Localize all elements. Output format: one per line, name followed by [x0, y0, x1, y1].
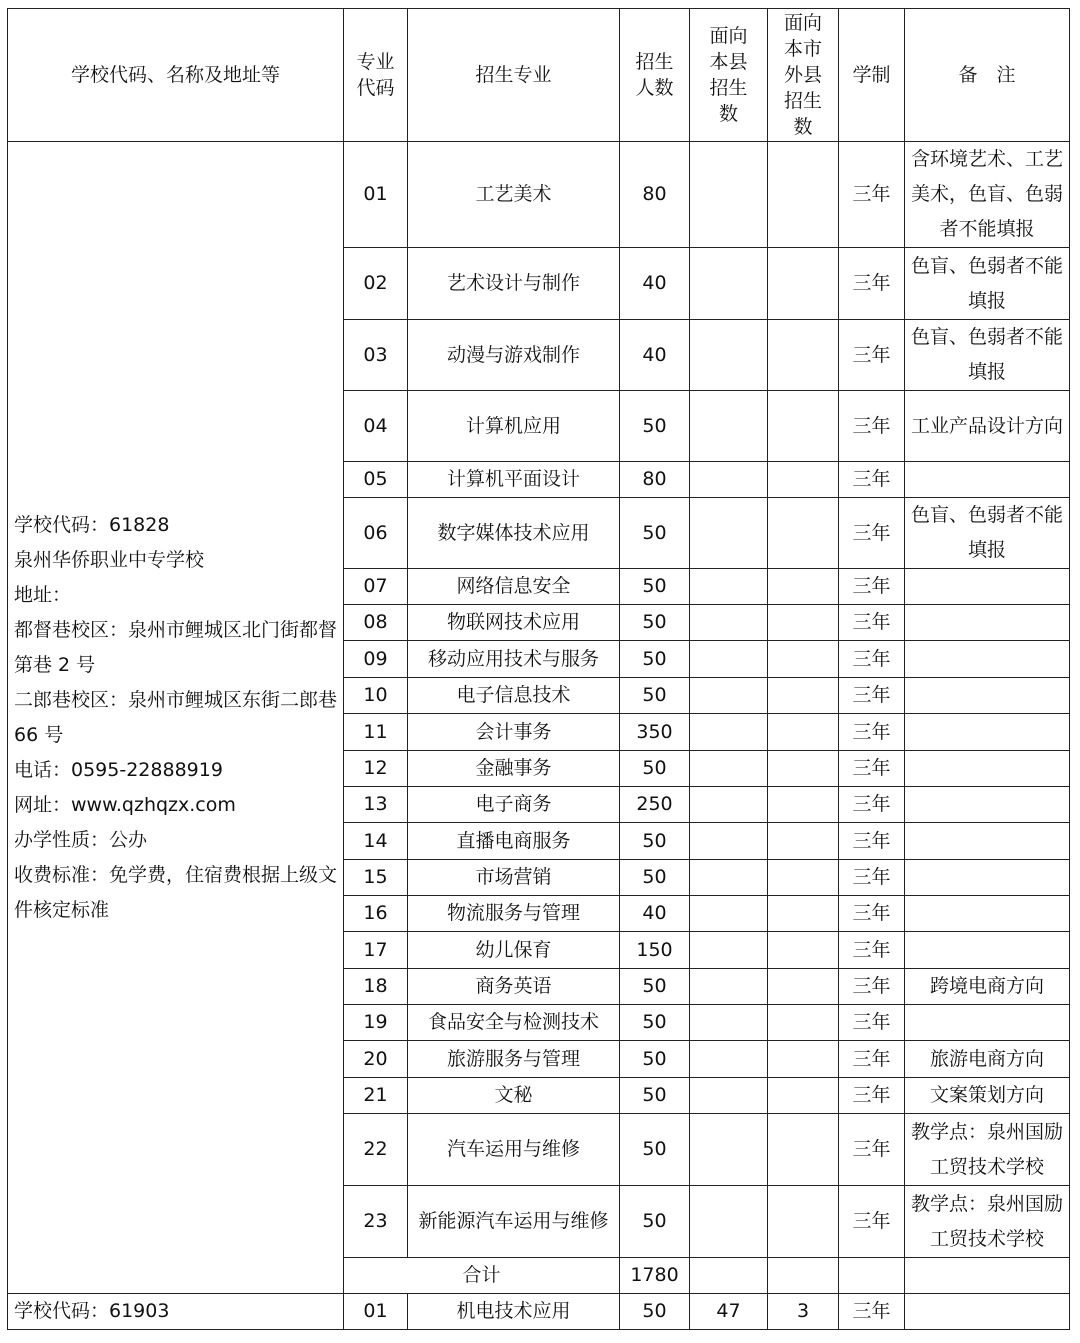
header-row [8, 9, 1070, 142]
cell-local [690, 1005, 768, 1041]
cell-count: 50 [620, 641, 690, 678]
header-major: 招生专业 [408, 9, 620, 142]
cell-count: 40 [620, 896, 690, 932]
cell-local [690, 248, 768, 320]
cell-local [690, 142, 768, 248]
cell-city [768, 787, 839, 823]
cell-note [905, 1005, 1070, 1041]
cell-count: 80 [620, 142, 690, 248]
school-info-line: 泉州华侨职业中专学校 [14, 548, 205, 571]
cell-local [690, 932, 768, 969]
cell-years: 三年 [839, 391, 905, 462]
cell-code: 05 [344, 462, 408, 498]
cell-code: 19 [344, 1005, 408, 1041]
header-city: 面向 本市 外县 招生 数 [768, 9, 839, 142]
cell-code: 09 [344, 641, 408, 678]
cell-years: 三年 [839, 462, 905, 498]
table-row [8, 1294, 1070, 1330]
cell-years: 三年 [839, 1294, 905, 1330]
cell-code: 12 [344, 751, 408, 787]
cell-major: 数字媒体技术应用 [408, 498, 620, 569]
cell-city [768, 320, 839, 391]
cell-code: 22 [344, 1114, 408, 1186]
cell-city [768, 1005, 839, 1041]
total-empty-cell [768, 1258, 839, 1294]
cell-years: 三年 [839, 605, 905, 641]
cell-note [905, 569, 1070, 605]
header-local: 面向 本县 招生 数 [690, 9, 768, 142]
school-info-line: 电话：0595-22888919 [14, 758, 223, 781]
cell-city [768, 605, 839, 641]
cell-major: 直播电商服务 [408, 823, 620, 860]
cell-count: 250 [620, 787, 690, 823]
cell-code: 06 [344, 498, 408, 569]
cell-code: 16 [344, 896, 408, 932]
cell-city [768, 498, 839, 569]
cell-years: 三年 [839, 860, 905, 896]
cell-years: 三年 [839, 932, 905, 969]
cell-city [768, 142, 839, 248]
school-info-line: 地址： [14, 583, 72, 606]
school-info-line: 二郎巷校区：泉州市鲤城区东街二郎巷 66 号 [14, 688, 338, 746]
cell-code: 11 [344, 714, 408, 751]
cell-local [690, 391, 768, 462]
cell-code: 13 [344, 787, 408, 823]
school-info-line: 学校代码：61828 [14, 513, 170, 536]
cell-note [905, 823, 1070, 860]
cell-years: 三年 [839, 751, 905, 787]
cell-note: 色盲、色弱者不能填报 [905, 498, 1070, 569]
cell-local [690, 1041, 768, 1078]
cell-note [905, 1294, 1070, 1330]
cell-years: 三年 [839, 142, 905, 248]
cell-major: 艺术设计与制作 [408, 248, 620, 320]
cell-note [905, 787, 1070, 823]
cell-count: 50 [620, 569, 690, 605]
cell-years: 三年 [839, 498, 905, 569]
cell-note [905, 462, 1070, 498]
cell-years: 三年 [839, 896, 905, 932]
cell-years: 三年 [839, 714, 905, 751]
cell-code: 07 [344, 569, 408, 605]
cell-years: 三年 [839, 641, 905, 678]
cell-count: 50 [620, 605, 690, 641]
cell-code: 01 [344, 1294, 408, 1330]
cell-major: 市场营销 [408, 860, 620, 896]
cell-years: 三年 [839, 1114, 905, 1186]
cell-code: 04 [344, 391, 408, 462]
cell-note: 跨境电商方向 [905, 969, 1070, 1005]
enrollment-table [7, 8, 1070, 1330]
cell-note [905, 641, 1070, 678]
cell-local [690, 320, 768, 391]
table-row [8, 142, 1070, 248]
cell-local [690, 787, 768, 823]
cell-city [768, 641, 839, 678]
cell-note: 教学点：泉州国励工贸技术学校 [905, 1114, 1070, 1186]
cell-major: 网络信息安全 [408, 569, 620, 605]
cell-major: 计算机应用 [408, 391, 620, 462]
cell-count: 50 [620, 969, 690, 1005]
cell-city [768, 751, 839, 787]
cell-years: 三年 [839, 1186, 905, 1258]
cell-major: 机电技术应用 [408, 1294, 620, 1330]
cell-local [690, 498, 768, 569]
cell-note [905, 678, 1070, 714]
cell-code: 20 [344, 1041, 408, 1078]
cell-major: 电子信息技术 [408, 678, 620, 714]
cell-city [768, 896, 839, 932]
school2-info-cell: 学校代码：61903 [8, 1294, 344, 1330]
cell-code: 23 [344, 1186, 408, 1258]
cell-years: 三年 [839, 1041, 905, 1078]
cell-local [690, 751, 768, 787]
cell-count: 50 [620, 498, 690, 569]
header-count: 招生 人数 [620, 9, 690, 142]
cell-years: 三年 [839, 320, 905, 391]
cell-local [690, 1078, 768, 1114]
cell-local [690, 1186, 768, 1258]
cell-city [768, 714, 839, 751]
cell-note: 教学点：泉州国励工贸技术学校 [905, 1186, 1070, 1258]
cell-note: 色盲、色弱者不能填报 [905, 248, 1070, 320]
cell-city: 3 [768, 1294, 839, 1330]
cell-city [768, 569, 839, 605]
cell-local [690, 896, 768, 932]
cell-local [690, 969, 768, 1005]
cell-major: 文秘 [408, 1078, 620, 1114]
cell-local [690, 462, 768, 498]
cell-local [690, 823, 768, 860]
cell-count: 50 [620, 1041, 690, 1078]
cell-major: 移动应用技术与服务 [408, 641, 620, 678]
cell-note [905, 932, 1070, 969]
cell-city [768, 462, 839, 498]
cell-city [768, 248, 839, 320]
cell-count: 50 [620, 1186, 690, 1258]
cell-note: 含环境艺术、工艺美术，色盲、色弱者不能填报 [905, 142, 1070, 248]
cell-code: 14 [344, 823, 408, 860]
cell-city [768, 823, 839, 860]
cell-code: 02 [344, 248, 408, 320]
total-empty-cell [839, 1258, 905, 1294]
cell-code: 03 [344, 320, 408, 391]
total-label: 合计 [344, 1258, 620, 1294]
cell-local [690, 860, 768, 896]
cell-count: 50 [620, 860, 690, 896]
cell-local [690, 569, 768, 605]
cell-local: 47 [690, 1294, 768, 1330]
cell-local [690, 1114, 768, 1186]
cell-count: 50 [620, 1114, 690, 1186]
cell-major: 物联网技术应用 [408, 605, 620, 641]
cell-years: 三年 [839, 569, 905, 605]
cell-note [905, 714, 1070, 751]
school-info-line: 收费标准：免学费，住宿费根据上级文件核定标准 [14, 863, 338, 921]
cell-city [768, 860, 839, 896]
cell-major: 金融事务 [408, 751, 620, 787]
cell-code: 08 [344, 605, 408, 641]
school-info-line: 都督巷校区：泉州市鲤城区北门街都督第巷 2 号 [14, 618, 338, 676]
cell-note [905, 605, 1070, 641]
cell-note [905, 860, 1070, 896]
cell-code: 21 [344, 1078, 408, 1114]
cell-major: 工艺美术 [408, 142, 620, 248]
header-years: 学制 [839, 9, 905, 142]
cell-local [690, 678, 768, 714]
school-info-cell [8, 142, 344, 1294]
cell-years: 三年 [839, 1005, 905, 1041]
cell-years: 三年 [839, 248, 905, 320]
cell-years: 三年 [839, 823, 905, 860]
cell-major: 新能源汽车运用与维修 [408, 1186, 620, 1258]
cell-count: 50 [620, 1005, 690, 1041]
cell-note: 旅游电商方向 [905, 1041, 1070, 1078]
header-school: 学校代码、名称及地址等 [8, 9, 344, 142]
cell-code: 15 [344, 860, 408, 896]
cell-count: 150 [620, 932, 690, 969]
cell-major: 汽车运用与维修 [408, 1114, 620, 1186]
cell-years: 三年 [839, 1078, 905, 1114]
cell-city [768, 932, 839, 969]
cell-count: 50 [620, 678, 690, 714]
cell-count: 50 [620, 751, 690, 787]
cell-city [768, 1078, 839, 1114]
cell-major: 商务英语 [408, 969, 620, 1005]
cell-city [768, 969, 839, 1005]
cell-note: 工业产品设计方向 [905, 391, 1070, 462]
cell-count: 40 [620, 320, 690, 391]
cell-note: 色盲、色弱者不能填报 [905, 320, 1070, 391]
total-count: 1780 [620, 1258, 690, 1294]
cell-code: 01 [344, 142, 408, 248]
cell-city [768, 1114, 839, 1186]
total-empty-cell [905, 1258, 1070, 1294]
cell-years: 三年 [839, 969, 905, 1005]
cell-count: 50 [620, 1294, 690, 1330]
cell-note [905, 751, 1070, 787]
header-note: 备 注 [905, 9, 1070, 142]
cell-major: 会计事务 [408, 714, 620, 751]
cell-city [768, 1041, 839, 1078]
cell-count: 50 [620, 391, 690, 462]
cell-count: 350 [620, 714, 690, 751]
cell-major: 旅游服务与管理 [408, 1041, 620, 1078]
cell-major: 物流服务与管理 [408, 896, 620, 932]
cell-city [768, 678, 839, 714]
cell-major: 电子商务 [408, 787, 620, 823]
cell-major: 计算机平面设计 [408, 462, 620, 498]
cell-local [690, 714, 768, 751]
cell-major: 食品安全与检测技术 [408, 1005, 620, 1041]
school-info-line: 网址：www.qzhqzx.com [14, 793, 236, 816]
cell-code: 18 [344, 969, 408, 1005]
cell-note [905, 896, 1070, 932]
cell-major: 幼儿保育 [408, 932, 620, 969]
cell-local [690, 641, 768, 678]
cell-city [768, 1186, 839, 1258]
cell-major: 动漫与游戏制作 [408, 320, 620, 391]
cell-count: 50 [620, 823, 690, 860]
cell-count: 40 [620, 248, 690, 320]
total-empty-cell [690, 1258, 768, 1294]
cell-years: 三年 [839, 678, 905, 714]
cell-code: 17 [344, 932, 408, 969]
cell-city [768, 391, 839, 462]
cell-count: 80 [620, 462, 690, 498]
cell-note: 文案策划方向 [905, 1078, 1070, 1114]
cell-count: 50 [620, 1078, 690, 1114]
cell-code: 10 [344, 678, 408, 714]
cell-years: 三年 [839, 787, 905, 823]
header-code: 专业 代码 [344, 9, 408, 142]
school-info-line: 办学性质：公办 [14, 828, 148, 851]
cell-local [690, 605, 768, 641]
